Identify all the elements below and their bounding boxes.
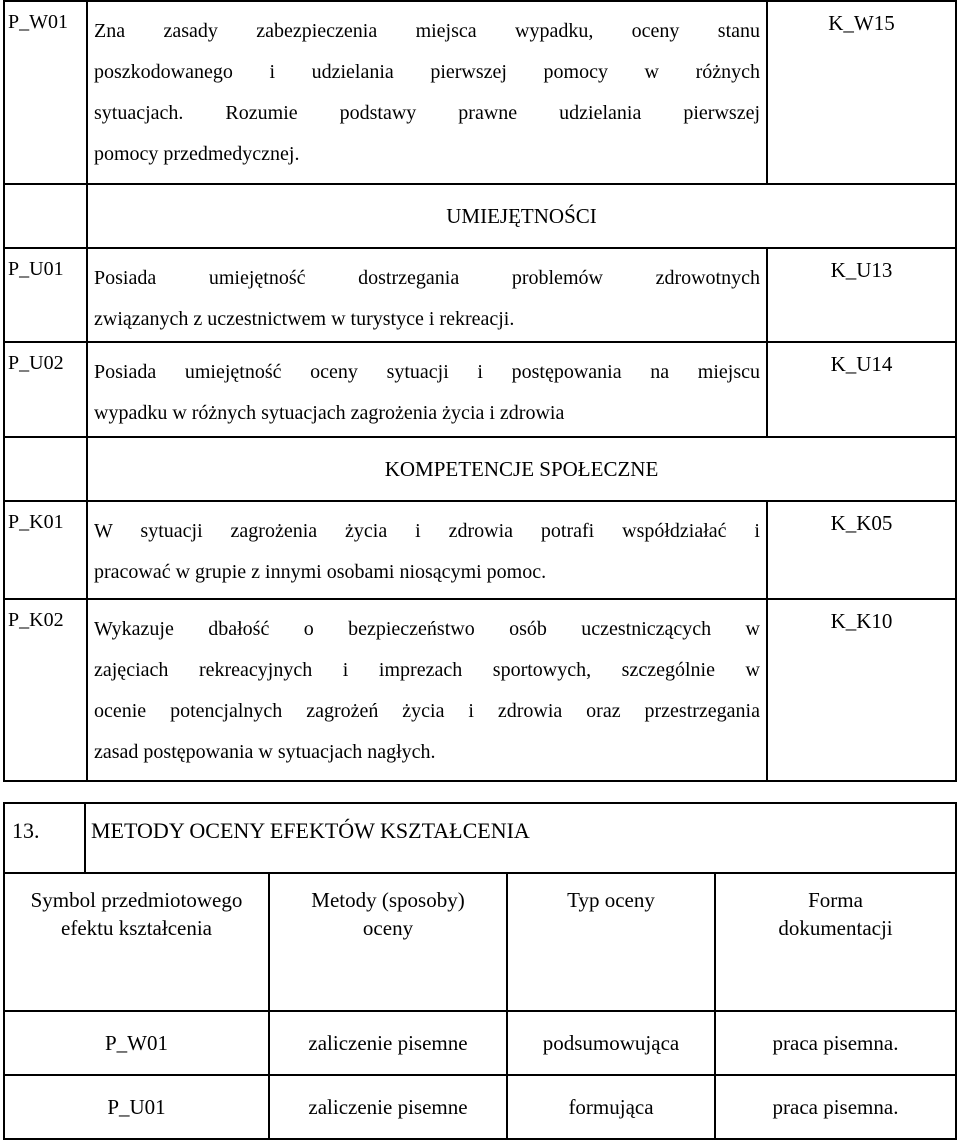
effect-symbol: P_U01 <box>4 248 87 342</box>
effect-row <box>4 599 956 781</box>
effect-line: Zna zasady zabezpieczenia miejsca wypadku, oceny stanu <box>94 20 760 42</box>
effect-line: Wykazuje dbałość o bezpieczeństwo osób uczestniczących w <box>94 618 760 640</box>
section-row <box>4 437 956 501</box>
header-line: Symbol przedmiotowego <box>30 888 243 912</box>
header-line: Typ oceny <box>567 888 655 912</box>
header-line: dokumentacji <box>778 916 893 940</box>
effect-line: Posiada umiejętność oceny sytuacji i postępowania na miejscu <box>94 361 760 383</box>
effect-reference: K_U13 <box>767 248 956 342</box>
cell-method: zaliczenie pisemne <box>269 1075 507 1139</box>
effect-line: ocenie potencjalnych zagrożeń życia i zdrowia oraz przestrzegania <box>94 700 760 722</box>
effect-line: pomocy przedmedycznej. <box>94 143 300 165</box>
effect-line: zajęciach rekreacyjnych i imprezach sportowych, szczególnie w <box>94 659 760 681</box>
effect-line: sytuacjach. Rozumie podstawy prawne udzielania pierwszej <box>94 102 760 124</box>
header-line: oceny <box>362 916 414 940</box>
effect-line: pracować w grupie z innymi osobami niosącymi pomoc. <box>94 561 547 583</box>
effect-line: Posiada umiejętność dostrzegania problemów zdrowotnych <box>94 267 760 289</box>
methods-row <box>4 1011 956 1075</box>
cell-documentation: praca pisemna. <box>715 1075 956 1139</box>
cell-symbol: P_W01 <box>4 1011 269 1075</box>
effect-description <box>87 342 767 437</box>
section-heading-social-competences: KOMPETENCJE SPOŁECZNE <box>87 437 956 501</box>
cell-method: zaliczenie pisemne <box>269 1011 507 1075</box>
header-line: efektu kształcenia <box>61 916 212 940</box>
assessment-methods-table <box>3 872 957 1140</box>
effect-reference: K_W15 <box>767 1 956 184</box>
cell-type: podsumowująca <box>507 1011 715 1075</box>
effect-row <box>4 1 956 184</box>
effect-symbol: P_K02 <box>4 599 87 781</box>
effect-line: związanych z uczestnictwem w turystyce i rekreacji. <box>94 308 515 330</box>
methods-header-row <box>4 873 956 1011</box>
effect-symbol: P_U02 <box>4 342 87 437</box>
header-line: Metody (sposoby) <box>311 888 465 912</box>
section-row <box>4 184 956 248</box>
effect-symbol: P_K01 <box>4 501 87 599</box>
effect-row <box>4 248 956 342</box>
header-line: Forma <box>808 888 863 912</box>
methods-row <box>4 1075 956 1139</box>
effect-description <box>87 248 767 342</box>
effect-line: zasad postępowania w sytuacjach nagłych. <box>94 741 436 763</box>
header-symbol <box>4 873 269 1011</box>
effect-line: W sytuacji zagrożenia życia i zdrowia potrafi współdziałać i <box>94 520 760 542</box>
section-number: 13. <box>12 818 40 843</box>
learning-effects-table <box>3 0 957 782</box>
header-assessment-type <box>507 873 715 1011</box>
effect-reference: K_K05 <box>767 501 956 599</box>
cell-symbol: P_U01 <box>4 1075 269 1139</box>
header-documentation <box>715 873 956 1011</box>
cell-documentation: praca pisemna. <box>715 1011 956 1075</box>
effect-line: poszkodowanego i udzielania pierwszej pomocy w różnych <box>94 61 760 83</box>
heading-divider <box>84 804 86 872</box>
effect-symbol: P_W01 <box>4 1 87 184</box>
section-heading-skills: UMIEJĘTNOŚCI <box>87 184 956 248</box>
effect-reference: K_U14 <box>767 342 956 437</box>
section-13-heading <box>3 802 957 874</box>
effect-description <box>87 599 767 781</box>
effect-description <box>87 501 767 599</box>
header-methods <box>269 873 507 1011</box>
effect-row <box>4 501 956 599</box>
effect-reference: K_K10 <box>767 599 956 781</box>
effect-row <box>4 342 956 437</box>
effect-line: wypadku w różnych sytuacjach zagrożenia życia i zdrowia <box>94 402 565 424</box>
effect-description <box>87 1 767 184</box>
section-title: METODY OCENY EFEKTÓW KSZTAŁCENIA <box>91 818 530 843</box>
cell-type: formująca <box>507 1075 715 1139</box>
